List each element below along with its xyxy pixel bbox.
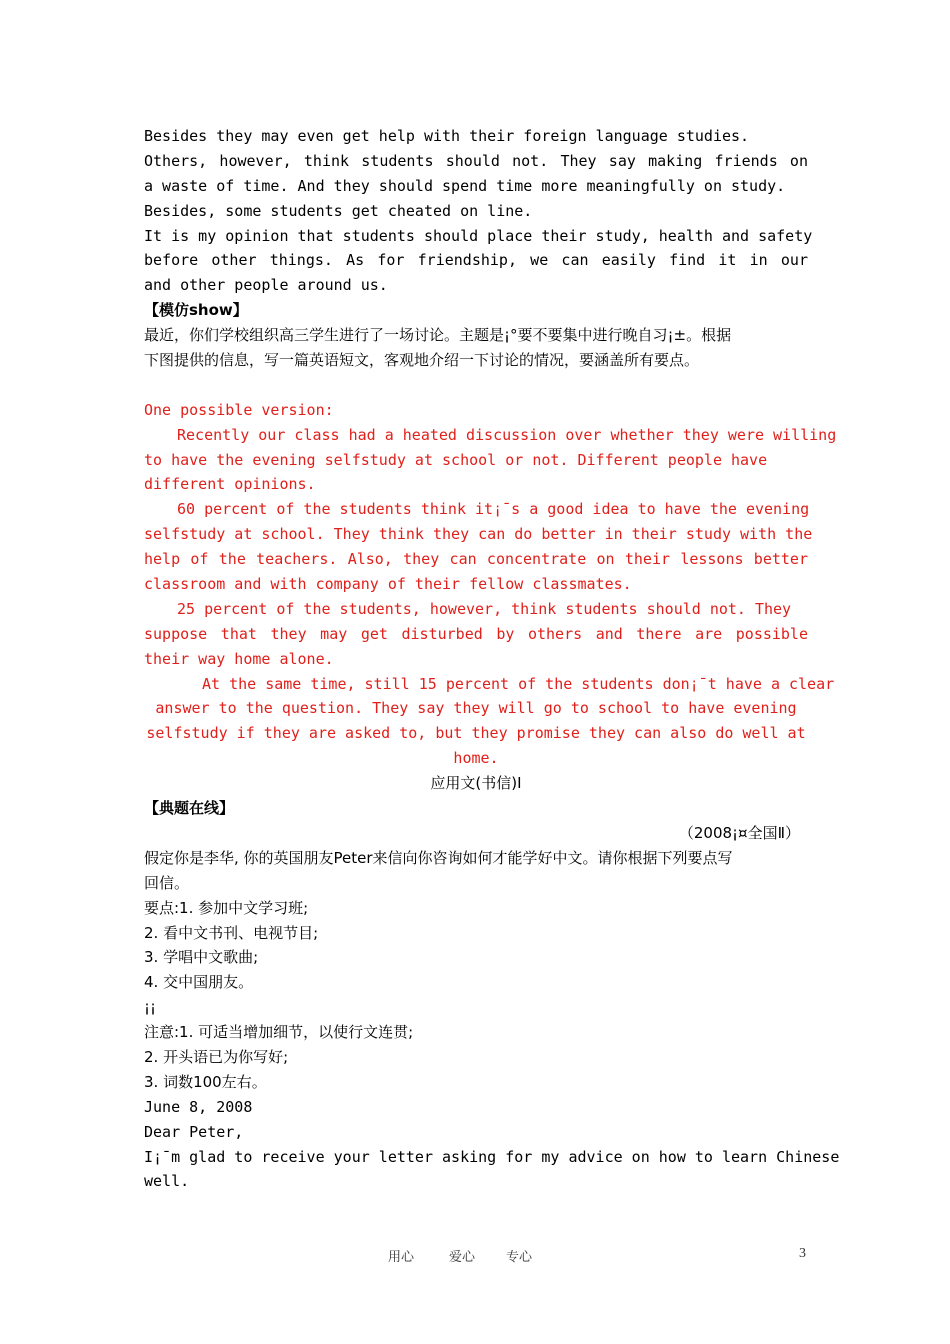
imitate-prompt-line: 最近，你们学校组织高三学生进行了一场讨论。主题是¡°要不要集中进行晚自习¡±。根据 — [144, 326, 732, 345]
intro-line: Besides they may even get help with their foreign language studies. — [144, 127, 750, 145]
notes-label: 注意:1. 可适当增加细节，以使行文连贯; — [144, 1023, 414, 1042]
intro-line: Besides, some students get cheated on line. — [144, 201, 533, 220]
version-line: their way home alone. — [144, 649, 334, 668]
letter-body-line: well. — [144, 1172, 190, 1191]
page-footer — [0, 1246, 950, 1270]
version-line: home. — [453, 749, 499, 768]
section-title: 应用文(书信)Ⅰ — [430, 774, 522, 793]
version-line: help of the teachers. Also, they can concentrate on their lessons better — [144, 550, 808, 569]
footer-motto-left: 用心 — [388, 1250, 415, 1265]
footer-motto-right: 专心 — [506, 1250, 533, 1265]
page-content — [144, 124, 840, 1194]
version-line: classroom and with company of their fellow classmates. — [144, 575, 632, 594]
intro-line: It is my opinion that students should place their study, health and safety — [144, 226, 813, 245]
classic-heading: 【典题在线】 — [144, 799, 235, 818]
version-line: 60 percent of the students think it¡¯s a good idea to have the evening — [177, 500, 810, 519]
version-label: One possible version: — [144, 400, 334, 419]
point-item: 3. 学唱中文歌曲; — [144, 948, 259, 967]
version-line: At the same time, still 15 percent of the students don¡¯t have a clear — [202, 674, 835, 693]
note-item: 3. 词数100左右。 — [144, 1072, 267, 1091]
version-line: different opinions. — [144, 475, 316, 494]
version-line: answer to the question. They say they will go to school to have evening — [155, 699, 797, 718]
points-label: 要点:1. 参加中文学习班; — [144, 898, 309, 917]
version-line: 25 percent of the students, however, think students should not. They — [177, 599, 792, 618]
version-line: suppose that they may get disturbed by others and there are possible — [144, 624, 808, 643]
intro-line: a waste of time. And they should spend time more meaningfully on study. — [144, 176, 786, 195]
version-line: Recently our class had a heated discussion over whether they were willing — [177, 425, 837, 444]
blank-line — [144, 373, 808, 398]
letter-body-line: I¡¯m glad to receive your letter asking for my advice on how to learn Chinese — [144, 1147, 840, 1166]
intro-line: Others, however, think students should not. They say making friends on — [144, 151, 808, 170]
imitate-prompt-line: 下图提供的信息，写一篇英语短文，客观地介绍一下讨论的情况，要涵盖所有要点。 — [144, 351, 700, 370]
task-line: 假定你是李华, 你的英国朋友Peter来信向你咨询如何才能学好中文。请你根据下列要点写 — [144, 848, 733, 867]
source-note: （2008¡¤全国Ⅱ） — [678, 823, 800, 842]
point-item: 2. 看中文书刊、电视节目; — [144, 923, 319, 942]
version-line: selfstudy if they are asked to, but they promise they can also do well at — [146, 724, 806, 743]
point-item: 4. 交中国朋友。 — [144, 973, 254, 992]
letter-date: June 8, 2008 — [144, 1097, 253, 1116]
imitate-heading: 【模仿show】 — [144, 301, 248, 320]
version-line: selfstudy at school. They think they can do better in their study with the — [144, 525, 813, 544]
page-number: 3 — [799, 1246, 806, 1261]
footer-motto-middle: 爱心 — [449, 1250, 476, 1265]
note-item: 2. 开头语已为你写好; — [144, 1047, 289, 1066]
letter-salutation: Dear Peter, — [144, 1122, 244, 1141]
intro-line: and other people around us. — [144, 276, 388, 295]
intro-line: before other things. As for friendship, we can easily find it in our — [144, 251, 808, 270]
separator-text: ¡¡ — [144, 998, 157, 1017]
task-line: 回信。 — [144, 873, 190, 892]
version-line: to have the evening selfstudy at school or not. Different people have — [144, 450, 768, 469]
